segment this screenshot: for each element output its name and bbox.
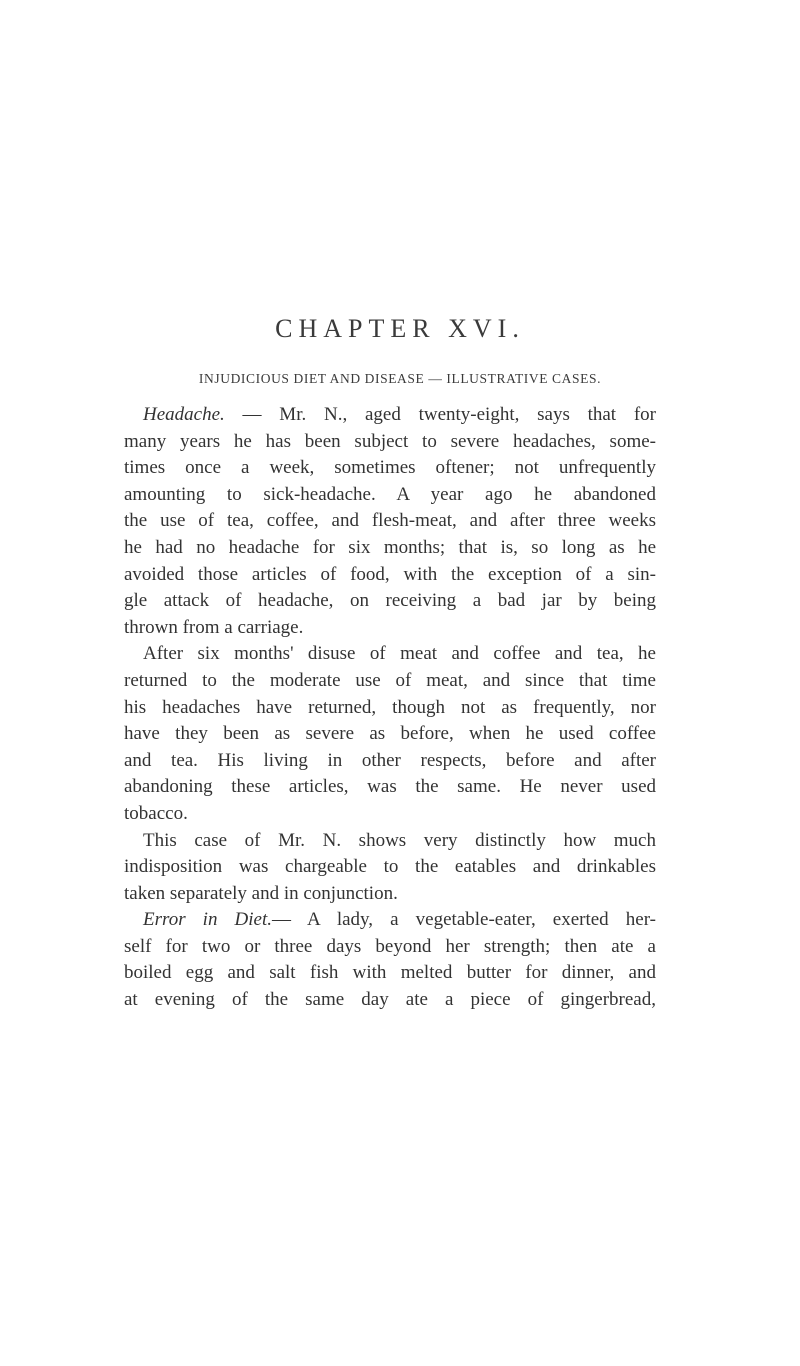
chapter-subtitle: INJUDICIOUS DIET AND DISEASE — ILLUSTRATIVE CASES. bbox=[198, 371, 602, 386]
text-line: have they been as severe as before, when he used coffee bbox=[124, 723, 656, 745]
text-line: self for two or three days beyond her strength; then ate a bbox=[124, 935, 656, 957]
text-line: tobacco. bbox=[124, 802, 188, 824]
text-line: abandoning these articles, was the same. He never used bbox=[124, 776, 656, 798]
text-line: many years he has been subject to severe headaches, some- bbox=[124, 430, 656, 452]
text-line: thrown from a carriage. bbox=[124, 616, 304, 638]
text-line: and tea. His living in other respects, before and after bbox=[124, 749, 656, 771]
section-heading-headache: Headache. bbox=[143, 404, 225, 425]
text-line: at evening of the same day ate a piece of gingerbread, bbox=[124, 989, 656, 1011]
body-text bbox=[124, 402, 656, 1014]
text-line: he had no headache for six months; that is, so long as he bbox=[124, 536, 656, 558]
text-line: the use of tea, coffee, and flesh-meat, and after three weeks bbox=[124, 510, 656, 532]
text-line: times once a week, sometimes oftener; not unfrequently bbox=[124, 457, 656, 479]
text-line: Headache. — Mr. N., aged twenty-eight, says that for bbox=[143, 404, 656, 425]
section-heading-error-in-diet: Error in Diet. bbox=[143, 909, 273, 931]
chapter-title: CHAPTER XVI. bbox=[275, 314, 525, 343]
text-line: avoided those articles of food, with the exception of a sin- bbox=[124, 563, 656, 585]
text-line: This case of Mr. N. shows very distinctly how much bbox=[143, 829, 656, 851]
text-line: After six months' disuse of meat and coffee and tea, he bbox=[143, 643, 656, 665]
text-line: his headaches have returned, though not as frequently, nor bbox=[124, 696, 656, 718]
text-line: gle attack of headache, on receiving a bad jar by being bbox=[124, 590, 656, 612]
text-line: taken separately and in conjunction. bbox=[124, 882, 398, 904]
text-line: Error in Diet.— A lady, a vegetable-eater, exerted her- bbox=[143, 909, 656, 931]
text-line: returned to the moderate use of meat, and since that time bbox=[124, 669, 656, 691]
text-line: amounting to sick-headache. A year ago he abandoned bbox=[124, 483, 656, 505]
text-line: boiled egg and salt fish with melted butter for dinner, and bbox=[124, 962, 656, 984]
text-line: indisposition was chargeable to the eatables and drinkables bbox=[124, 856, 656, 878]
